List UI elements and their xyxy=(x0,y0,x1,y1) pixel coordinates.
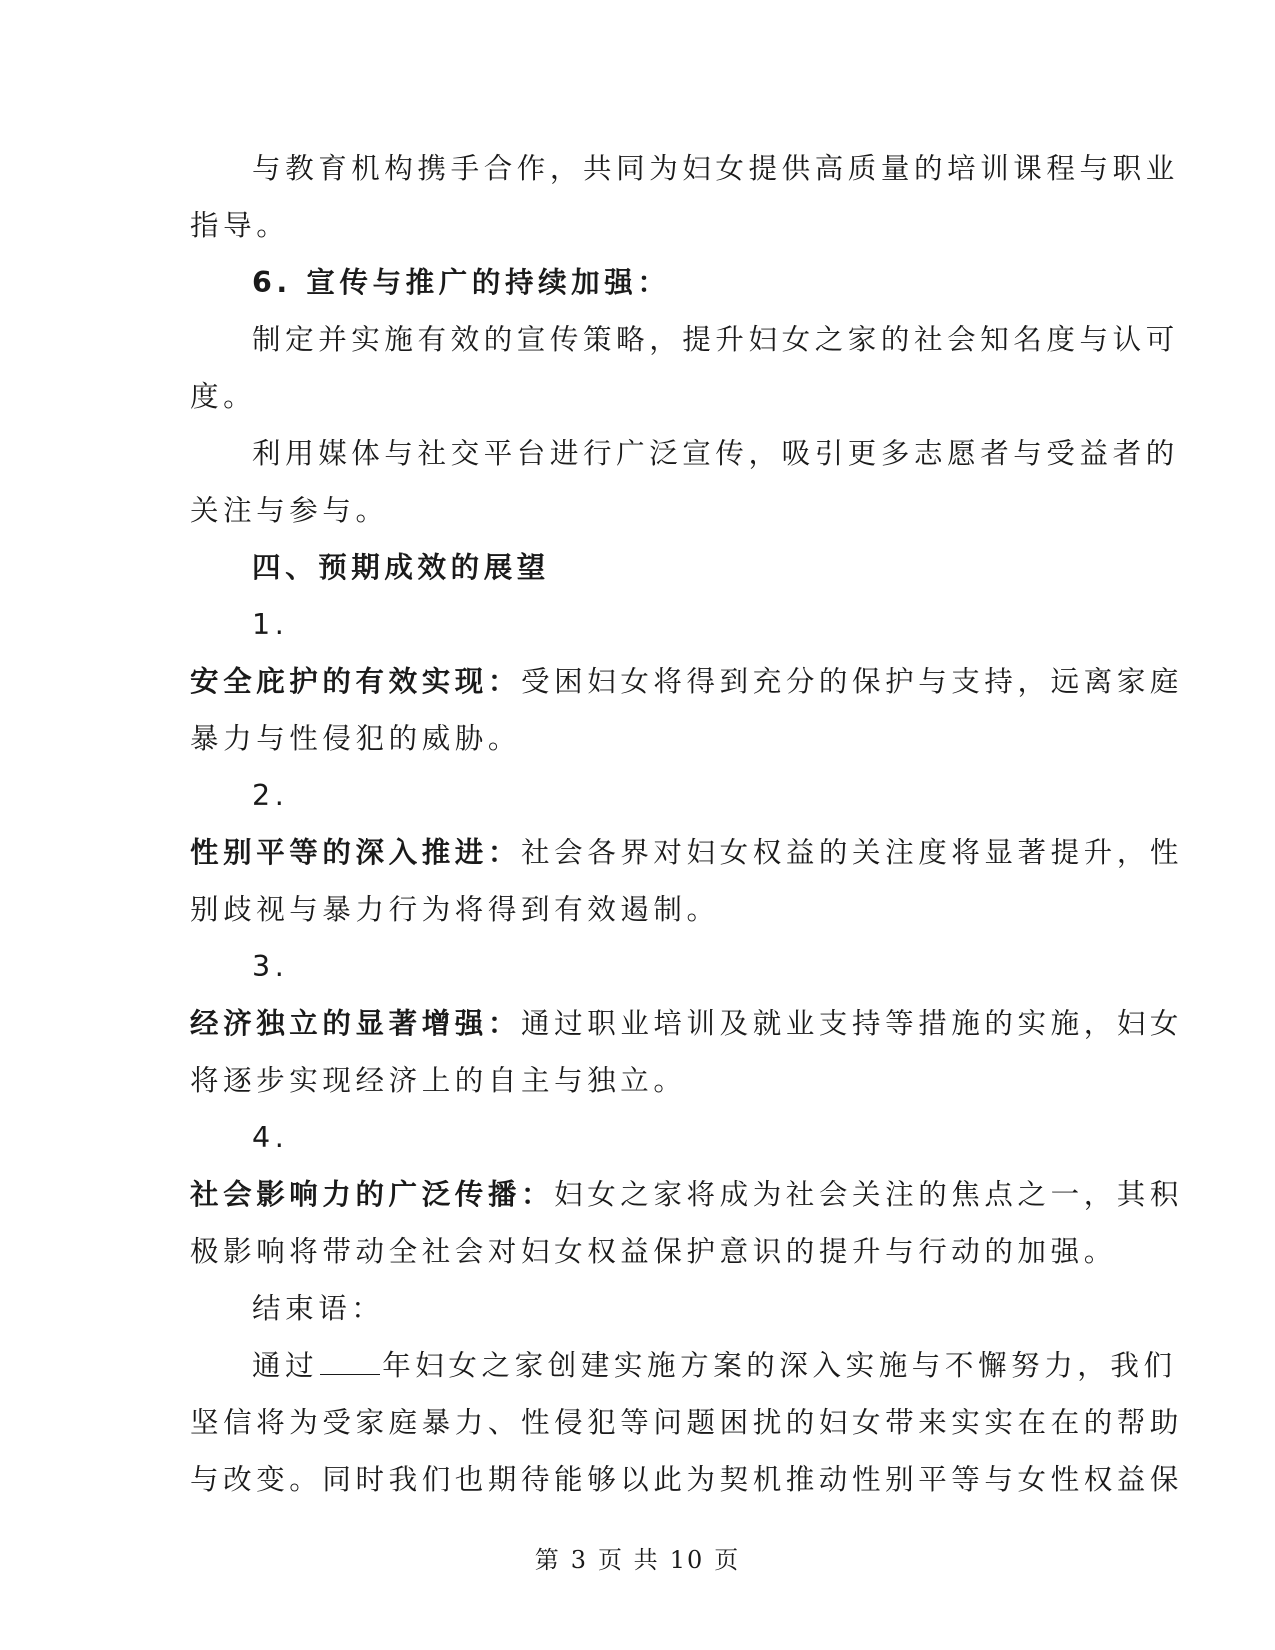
footer-middle: 页 共 xyxy=(598,1546,660,1574)
footer-total-pages: 10 xyxy=(669,1546,705,1574)
paragraph-line: 极影响将带动全社会对妇女权益保护意识的提升与行动的加强。 xyxy=(190,1235,1117,1268)
list-number: 3. xyxy=(252,950,289,983)
list-item xyxy=(190,995,1184,1052)
list-item-text: 社会各界对妇女权益的关注度将显著提升，性 xyxy=(521,836,1184,869)
paragraph-line: 指导。 xyxy=(190,209,290,242)
footer-current-page: 3 xyxy=(570,1546,589,1574)
section-heading: 6. 宣传与推广的持续加强： xyxy=(252,266,671,299)
list-number: 2. xyxy=(252,779,289,812)
footer-suffix: 页 xyxy=(714,1546,741,1574)
list-item-text: 通过职业培训及就业支持等措施的实施，妇女 xyxy=(521,1007,1184,1040)
list-item-text: 妇女之家将成为社会关注的焦点之一，其积 xyxy=(554,1178,1184,1211)
closing-suffix: 年妇女之家创建实施方案的深入实施与不懈努力，我们 xyxy=(382,1349,1177,1382)
closing-label: 结束语： xyxy=(252,1292,385,1325)
footer-prefix: 第 xyxy=(534,1546,561,1574)
paragraph-line: 坚信将为受家庭暴力、性侵犯等问题困扰的妇女带来实实在在的帮助 xyxy=(190,1406,1184,1439)
list-number: 1. xyxy=(252,608,289,641)
paragraph-line: 与教育机构携手合作，共同为妇女提供高质量的培训课程与职业 xyxy=(252,152,1179,185)
closing-prefix: 通过 xyxy=(252,1349,319,1382)
closing-line xyxy=(190,1337,1177,1394)
list-item xyxy=(190,824,1184,881)
list-item-text: 受困妇女将得到充分的保护与支持，远离家庭 xyxy=(521,665,1184,698)
list-item-lead: 安全庇护的有效实现： xyxy=(190,665,522,698)
list-item-lead: 经济独立的显著增强： xyxy=(190,1007,522,1040)
list-item-lead: 性别平等的深入推进： xyxy=(190,836,522,869)
paragraph-line: 与改变。同时我们也期待能够以此为契机推动性别平等与女性权益保 xyxy=(190,1463,1184,1496)
paragraph-line: 制定并实施有效的宣传策略，提升妇女之家的社会知名度与认可 xyxy=(252,323,1179,356)
list-item xyxy=(190,1166,1184,1223)
fill-in-blank xyxy=(320,1348,380,1375)
paragraph-line: 度。 xyxy=(190,380,257,413)
paragraph-line: 暴力与性侵犯的威胁。 xyxy=(190,722,522,755)
paragraph-line: 关注与参与。 xyxy=(190,494,389,527)
paragraph-line: 利用媒体与社交平台进行广泛宣传，吸引更多志愿者与受益者的 xyxy=(252,437,1179,470)
list-item-lead: 社会影响力的广泛传播： xyxy=(190,1178,555,1211)
page-footer xyxy=(0,1540,1275,1575)
paragraph-line: 别歧视与暴力行为将得到有效遏制。 xyxy=(190,893,720,926)
paragraph-line: 将逐步实现经济上的自主与独立。 xyxy=(190,1064,687,1097)
document-body xyxy=(190,140,1184,1508)
section-heading: 四、预期成效的展望 xyxy=(252,551,550,584)
list-item xyxy=(190,653,1184,710)
list-number: 4. xyxy=(252,1121,289,1154)
